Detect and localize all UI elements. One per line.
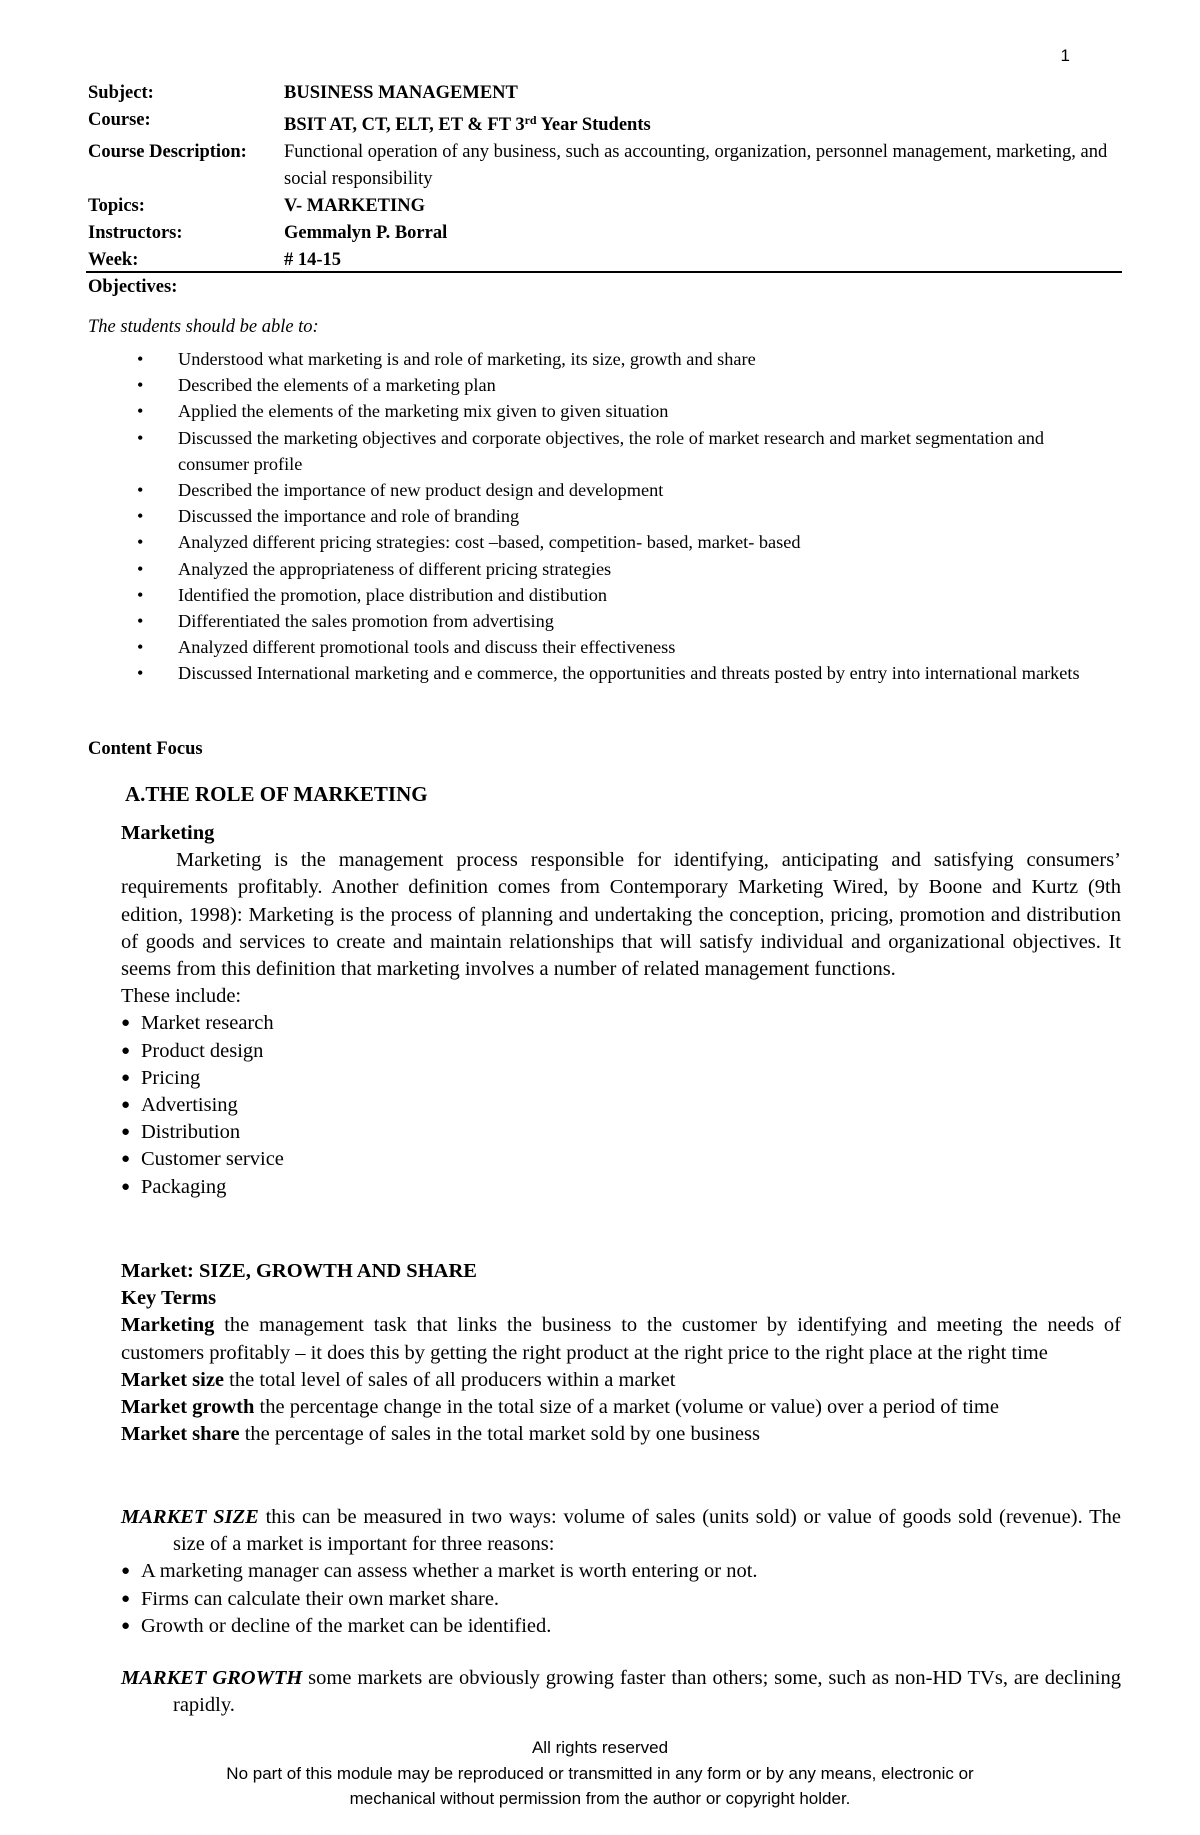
these-include-text: These include:	[121, 985, 242, 1008]
dot-bullet-icon: ●	[121, 1178, 131, 1195]
bullet-icon: •	[137, 637, 144, 658]
function-item-text: Pricing	[141, 1066, 201, 1089]
dot-bullet-icon: ●	[121, 1097, 131, 1114]
course-header	[88, 80, 1120, 274]
dot-bullet-icon: ●	[121, 1590, 131, 1607]
topics-value: V- MARKETING	[284, 196, 425, 216]
objective-text: Discussed the importance and role of branding	[178, 506, 520, 527]
reason-item	[121, 1613, 1121, 1640]
market-size-reasons-list	[121, 1558, 1121, 1640]
key-term-entry	[121, 1367, 1121, 1394]
market-size-paragraph	[121, 1504, 1121, 1558]
objective-text: Described the elements of a marketing plan	[178, 375, 496, 396]
objective-item	[88, 477, 1088, 503]
key-term-definition: the percentage of sales in the total market sold by one business	[239, 1423, 760, 1446]
function-item-text: Advertising	[141, 1094, 238, 1117]
bullet-icon: •	[137, 506, 144, 527]
management-functions-list	[121, 1010, 1121, 1200]
objective-text: Analyzed different promotional tools and discuss their effectiveness	[178, 637, 676, 658]
objective-item	[88, 556, 1088, 582]
course-row	[88, 107, 1120, 139]
objective-item	[88, 503, 1088, 529]
section-a-title: A.THE ROLE OF MARKETING	[125, 782, 428, 806]
marketing-heading: Marketing	[121, 822, 215, 844]
marketing-section	[121, 820, 1121, 1201]
objective-item	[88, 425, 1088, 477]
bullet-icon: •	[137, 584, 144, 605]
course-value-tail: Year Students	[536, 115, 651, 135]
key-term-entry	[121, 1312, 1121, 1366]
objective-item	[88, 372, 1088, 398]
reason-item-text: Growth or decline of the market can be identified.	[141, 1614, 552, 1637]
key-terms-heading: Key Terms	[121, 1287, 217, 1310]
header-divider	[86, 271, 1122, 273]
key-term: Marketing	[121, 1314, 215, 1337]
function-item	[121, 1174, 1121, 1201]
key-term: Market growth	[121, 1396, 255, 1419]
objective-text: Understood what marketing is and role of marketing, its size, growth and share	[178, 349, 756, 369]
topics-label: Topics:	[88, 196, 145, 216]
market-growth-section	[121, 1665, 1121, 1719]
market-size-text: this can be measured in two ways: volume of sales (units sold) or value of goods sold (revenue). The size of a market is important for three reasons:	[173, 1506, 1121, 1556]
reason-item-text: Firms can calculate their own market share.	[141, 1587, 500, 1610]
objective-text: Discussed International marketing and e commerce, the opportunities and threats posted by entry into international markets	[178, 663, 1080, 684]
week-value: # 14-15	[284, 250, 342, 270]
bullet-icon: •	[137, 401, 144, 422]
dot-bullet-icon: ●	[121, 1124, 131, 1141]
objective-item	[88, 346, 1088, 372]
bullet-icon: •	[137, 480, 144, 501]
objective-text: Differentiated the sales promotion from advertising	[178, 611, 554, 632]
objective-item	[88, 398, 1088, 424]
page-number: 1	[1060, 46, 1070, 65]
bullet-icon: •	[137, 611, 144, 632]
function-item	[121, 1119, 1121, 1146]
objectives-list	[88, 346, 1088, 687]
subject-value: BUSINESS MANAGEMENT	[284, 83, 518, 103]
reason-item	[121, 1558, 1121, 1585]
objective-text: Applied the elements of the marketing mix given to given situation	[178, 401, 669, 422]
objective-text: Analyzed different pricing strategies: cost –based, competition- based, market- based	[178, 532, 801, 553]
objectives-title: Objectives:	[88, 277, 178, 297]
objective-item	[88, 660, 1088, 686]
dot-bullet-icon: ●	[121, 1151, 131, 1168]
dot-bullet-icon: ●	[121, 1069, 131, 1086]
description-row	[88, 139, 1120, 193]
week-label: Week:	[88, 250, 139, 270]
key-term-definition: the management task that links the business to the customer by identifying and meeting the needs of customers profitably – it does this by getting the right product at the right price to the right place at the right time	[121, 1314, 1121, 1364]
footer-line-2: No part of this module may be reproduced or transmitted in any form or by any means, electronic or	[226, 1763, 974, 1783]
market-growth-paragraph	[121, 1665, 1121, 1719]
instructors-value: Gemmalyn P. Borral	[284, 223, 448, 243]
bullet-icon: •	[137, 558, 144, 579]
key-term-definition: the total level of sales of all producers within a market	[224, 1368, 676, 1391]
subject-label: Subject:	[88, 83, 154, 103]
market-growth-text: some markets are obviously growing faster than others; some, such as non-HD TVs, are declining rapidly.	[173, 1667, 1121, 1717]
objective-item	[88, 608, 1088, 634]
key-term: Market size	[121, 1368, 225, 1391]
objectives-intro: The students should be able to:	[88, 317, 319, 337]
copyright-footer	[0, 1735, 1200, 1812]
objective-text: Analyzed the appropriateness of different pricing strategies	[178, 558, 612, 579]
content-focus-title: Content Focus	[88, 739, 203, 759]
function-item	[121, 1065, 1121, 1092]
bullet-icon: •	[137, 663, 144, 684]
footer-line-3: mechanical without permission from the author or copyright holder.	[349, 1789, 851, 1808]
objective-text: Described the importance of new product design and development	[178, 480, 664, 501]
footer-line-1: All rights reserved	[531, 1738, 669, 1757]
description-value: Functional operation of any business, such as accounting, organization, personnel management, marketing, and social responsibility	[284, 142, 1108, 189]
course-value-main: BSIT AT, CT, ELT, ET & FT 3	[284, 115, 525, 135]
topics-row	[88, 193, 1120, 220]
reason-item-text: A marketing manager can assess whether a market is worth entering or not.	[141, 1560, 758, 1583]
objective-text: Discussed the marketing objectives and corporate objectives, the role of market research and market segmentation and consumer profile	[178, 427, 1045, 474]
key-terms-list	[121, 1312, 1121, 1448]
market-section	[121, 1258, 1121, 1448]
market-size-term: MARKET SIZE	[121, 1506, 259, 1528]
description-label: Course Description:	[88, 142, 247, 162]
function-item-text: Packaging	[141, 1175, 227, 1198]
dot-bullet-icon: ●	[121, 1015, 131, 1032]
objective-item	[88, 634, 1088, 660]
bullet-icon: •	[137, 427, 144, 448]
bullet-icon: •	[137, 375, 144, 396]
key-term: Market share	[121, 1423, 240, 1446]
market-size-section	[121, 1504, 1121, 1640]
dot-bullet-icon: ●	[121, 1042, 131, 1059]
instructors-row	[88, 220, 1120, 247]
marketing-paragraph: Marketing is the management process responsible for identifying, anticipating and satisfying consumers’ requirements profitably. Another definition comes from Contemporary Marketing Wired, by Boone and Kurtz (9th edition, 1998): Marketing is the process of planning and undertaking the conception, pricing, promotion and distribution of goods and services to create and maintain relationships that will satisfy individual and organizational objectives. It seems from this definition that marketing involves a number of related management functions.	[121, 849, 1121, 981]
objective-text: Identified the promotion, place distribution and distibution	[178, 584, 608, 605]
course-value	[284, 107, 1120, 139]
key-term-entry	[121, 1394, 1121, 1421]
instructors-label: Instructors:	[88, 223, 183, 243]
objective-item	[88, 529, 1088, 555]
week-row	[88, 247, 1120, 274]
function-item	[121, 1146, 1121, 1173]
function-item	[121, 1010, 1121, 1037]
subject-row	[88, 80, 1120, 107]
bullet-icon: •	[137, 532, 144, 553]
course-label: Course:	[88, 110, 151, 130]
key-term-entry	[121, 1421, 1121, 1448]
bullet-icon: •	[137, 349, 144, 369]
function-item	[121, 1092, 1121, 1119]
key-term-definition: the percentage change in the total size of a market (volume or value) over a period of time	[254, 1396, 999, 1419]
objective-item	[88, 582, 1088, 608]
dot-bullet-icon: ●	[121, 1617, 131, 1634]
reason-item	[121, 1586, 1121, 1613]
function-item-text: Product design	[141, 1039, 264, 1062]
function-item-text: Customer service	[141, 1148, 284, 1171]
dot-bullet-icon: ●	[121, 1563, 131, 1580]
function-item	[121, 1038, 1121, 1065]
market-heading: Market: SIZE, GROWTH AND SHARE	[121, 1260, 477, 1282]
course-value-superscript: rd	[524, 113, 537, 127]
market-growth-term: MARKET GROWTH	[121, 1667, 303, 1689]
function-item-text: Market research	[141, 1012, 274, 1035]
function-item-text: Distribution	[141, 1121, 241, 1144]
